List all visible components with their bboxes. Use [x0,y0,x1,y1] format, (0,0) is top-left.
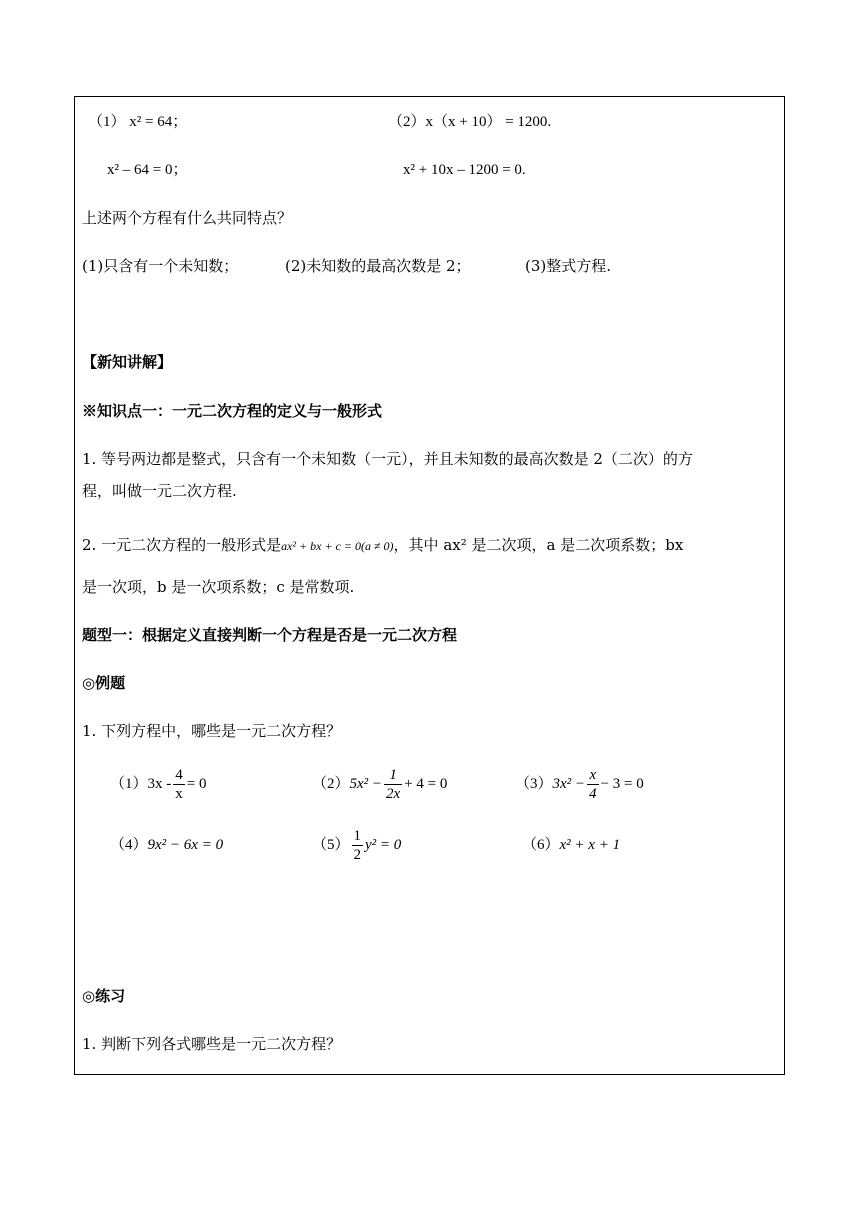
item-5-numerator: 1 [353,828,362,845]
item-3-label: （3） [515,776,553,792]
practice-question: 1. 判断下列各式哪些是一元二次方程？ [82,1035,342,1053]
eq2: （2）x（x + 10） = 1200. [388,114,552,130]
example-question: 1. 下列方程中，哪些是一元二次方程？ [82,722,342,740]
item-4-label: （4） [110,837,148,853]
item-2-right: + 4 = 0 [404,776,448,792]
eq1-rearranged: x² – 64 = 0； [107,162,188,178]
feature-1: (1)只含有一个未知数； [82,257,239,275]
item-2-denominator: 2x [386,786,401,803]
definition-2-prefix: 2. 一元二次方程的一般形式是 [82,536,282,554]
practice-heading: ◎练习 [82,987,126,1005]
question-type-1-title: 题型一：根据定义直接判断一个方程是否是一元二次方程 [82,626,458,644]
item-5-label: （5） [312,837,350,853]
item-3-right: − 3 = 0 [600,776,644,792]
item-5-fraction [352,827,364,864]
item-3-left: 3x² − [552,776,586,792]
item-5-denominator: 2 [353,847,362,864]
item-1-numerator: 4 [175,767,183,784]
example-item-3 [515,766,644,803]
item-6-expression: x² + x + 1 [559,837,621,853]
item-1-label: （1） [110,776,148,792]
example-item-4 [110,835,223,855]
item-4-expression: 9x² − 6x = 0 [147,837,224,853]
feature-3: (3)整式方程. [525,257,612,275]
definition-2-line-2: 是一次项，b 是一次项系数；c 是常数项. [82,578,355,596]
eq2-rearranged: x² + 10x – 1200 = 0. [403,162,526,178]
item-1-fraction [173,766,185,803]
item-3-fraction [587,766,599,803]
example-heading: ◎例题 [82,674,126,692]
item-2-left: 5x² − [349,776,383,792]
knowledge-point-title: ※知识点一：一元二次方程的定义与一般形式 [82,402,383,420]
section-title: 【新知讲解】 [82,353,173,371]
feature-2: (2)未知数的最高次数是 2； [285,257,471,275]
item-2-numerator: 1 [384,766,402,785]
item-6-label: （6） [522,837,560,853]
example-item-6 [522,835,620,855]
example-item-5 [312,827,401,864]
example-item-1 [110,766,206,803]
item-2-label: （2） [312,776,350,792]
item-1-denominator: x [175,786,183,803]
item-3-numerator: x [587,766,599,785]
item-1-left: 3x - [147,776,172,792]
example-item-2 [312,766,447,803]
definition-2-suffix: ，其中 ax² 是二次项，a 是二次项系数；bx [393,536,684,554]
common-feature-question: 上述两个方程有什么共同特点？ [82,209,293,227]
eq1: （1） x² = 64； [88,114,188,130]
item-5-right: y² = 0 [365,837,402,853]
item-2-fraction [384,766,402,803]
item-1-right: = 0 [186,776,207,792]
definition-2-line-1 [82,535,683,556]
general-form-formula: ax² + bx + c = 0(a ≠ 0) [281,539,394,553]
item-3-denominator: 4 [589,786,597,803]
definition-1-line-1: 1. 等号两边都是整式，只含有一个未知数（一元），并且未知数的最高次数是 2（二次）的方 [82,450,693,468]
definition-1-line-2: 程，叫做一元二次方程. [82,482,237,500]
